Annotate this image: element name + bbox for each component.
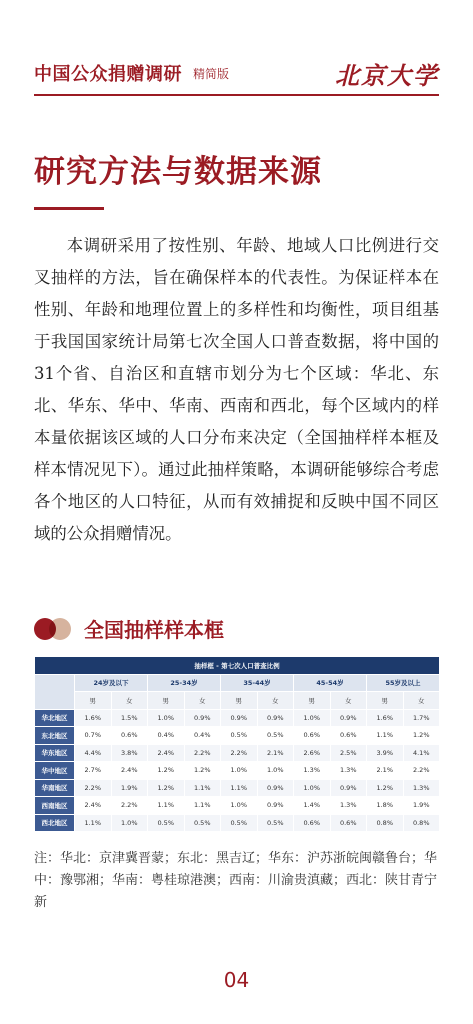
section-dot-icon bbox=[49, 618, 71, 640]
table-cell: 2.1% bbox=[367, 762, 404, 780]
table-cell: 0.5% bbox=[184, 814, 221, 832]
table-cell: 0.7% bbox=[75, 727, 112, 745]
age-group-header: 55岁及以上 bbox=[367, 674, 440, 692]
table-cell: 1.1% bbox=[367, 727, 404, 745]
table-cell: 3.8% bbox=[111, 744, 148, 762]
table-cell: 1.0% bbox=[221, 797, 258, 815]
table-cell: 2.1% bbox=[257, 744, 294, 762]
methodology-paragraph: 本调研采用了按性别、年龄、地域人口比例进行交叉抽样的方法，旨在确保样本的代表性。为保证样本在性别、年龄和地理位置上的多样性和均衡性，项目组基于我国国家统计局第七次全国人口普查数据，将中国的31个省、自治区和直辖市划分为七个区域：华北、东北、华东、华中、华南、西南和西北，每个区域内的样本量依据该区域的人口分布来决定（全国抽样样本框及样本情况见下）。通过此抽样策略，本调研能够综合考虑各个地区的人口特征，从而有效捕捉和反映中国不同区域的公众捐赠情况。 bbox=[34, 236, 439, 543]
gender-header: 男 bbox=[75, 692, 112, 710]
gender-header: 男 bbox=[294, 692, 331, 710]
table-cell: 1.0% bbox=[111, 814, 148, 832]
table-row bbox=[35, 727, 440, 745]
table-cell: 1.3% bbox=[294, 762, 331, 780]
section-heading bbox=[34, 614, 439, 644]
table-cell: 2.2% bbox=[111, 797, 148, 815]
table-cell: 2.2% bbox=[184, 744, 221, 762]
table-cell: 2.6% bbox=[294, 744, 331, 762]
header-divider bbox=[34, 94, 439, 96]
table-cell: 0.5% bbox=[221, 814, 258, 832]
gender-header: 女 bbox=[257, 692, 294, 710]
table-cell: 2.4% bbox=[148, 744, 185, 762]
table-cell: 1.1% bbox=[148, 797, 185, 815]
table-cell: 4.1% bbox=[403, 744, 440, 762]
table-cell: 0.5% bbox=[148, 814, 185, 832]
table-row bbox=[35, 709, 440, 727]
table-cell: 2.4% bbox=[111, 762, 148, 780]
table-row bbox=[35, 814, 440, 832]
table-cell: 2.4% bbox=[75, 797, 112, 815]
table-cell: 2.2% bbox=[75, 779, 112, 797]
university-logo: 北京大学 bbox=[335, 61, 439, 90]
table-cell: 0.9% bbox=[184, 709, 221, 727]
table-cell: 1.0% bbox=[294, 709, 331, 727]
region-label: 西北地区 bbox=[35, 814, 75, 832]
sampling-frame-table bbox=[34, 656, 440, 832]
gender-header: 男 bbox=[221, 692, 258, 710]
gender-header: 女 bbox=[403, 692, 440, 710]
table-cell: 0.9% bbox=[257, 797, 294, 815]
table-cell: 1.0% bbox=[294, 779, 331, 797]
table-cell: 1.1% bbox=[221, 779, 258, 797]
region-label: 西南地区 bbox=[35, 797, 75, 815]
table-cell: 1.2% bbox=[148, 779, 185, 797]
section-title: 全国抽样样本框 bbox=[84, 618, 224, 642]
table-cell: 1.2% bbox=[367, 779, 404, 797]
table-cell: 0.9% bbox=[221, 709, 258, 727]
table-cell: 1.6% bbox=[75, 709, 112, 727]
region-label: 东北地区 bbox=[35, 727, 75, 745]
table-cell: 0.9% bbox=[257, 709, 294, 727]
region-note: 注：华北：京津冀晋蒙；东北：黑吉辽；华东：沪苏浙皖闽赣鲁台；华中：豫鄂湘；华南：粤桂琼港澳；西南：川渝贵滇藏；西北：陕甘青宁新 bbox=[34, 851, 438, 910]
table-cell: 1.3% bbox=[403, 779, 440, 797]
table-cell: 1.4% bbox=[294, 797, 331, 815]
table-cell: 2.5% bbox=[330, 744, 367, 762]
table-cell: 1.1% bbox=[184, 779, 221, 797]
title-underline bbox=[34, 207, 104, 210]
region-label: 华南地区 bbox=[35, 779, 75, 797]
table-cell: 1.0% bbox=[257, 762, 294, 780]
table-cell: 1.1% bbox=[184, 797, 221, 815]
table-cell: 2.2% bbox=[221, 744, 258, 762]
region-label: 华北地区 bbox=[35, 709, 75, 727]
table-cell: 1.2% bbox=[184, 762, 221, 780]
table-cell: 1.2% bbox=[148, 762, 185, 780]
table-cell: 0.4% bbox=[184, 727, 221, 745]
table-cell: 1.7% bbox=[403, 709, 440, 727]
report-title: 中国公众捐赠调研 bbox=[34, 64, 182, 85]
age-group-header: 35-44岁 bbox=[221, 674, 294, 692]
table-row bbox=[35, 744, 440, 762]
page-header bbox=[34, 56, 439, 90]
table-row bbox=[35, 779, 440, 797]
age-group-header: 24岁及以下 bbox=[75, 674, 148, 692]
table-row bbox=[35, 762, 440, 780]
region-label: 华东地区 bbox=[35, 744, 75, 762]
age-group-header: 25-34岁 bbox=[148, 674, 221, 692]
gender-header: 女 bbox=[111, 692, 148, 710]
table-cell: 1.3% bbox=[330, 797, 367, 815]
table-cell: 1.6% bbox=[367, 709, 404, 727]
table-cell: 1.9% bbox=[111, 779, 148, 797]
table-caption: 抽样框 - 第七次人口普查比例 bbox=[35, 657, 440, 675]
table-cell: 1.5% bbox=[111, 709, 148, 727]
gender-header: 男 bbox=[367, 692, 404, 710]
table-cell: 0.6% bbox=[294, 814, 331, 832]
table-cell: 0.9% bbox=[330, 779, 367, 797]
table-cell: 3.9% bbox=[367, 744, 404, 762]
table-cell: 0.5% bbox=[221, 727, 258, 745]
table-cell: 1.1% bbox=[75, 814, 112, 832]
table-cell: 1.3% bbox=[330, 762, 367, 780]
table-cell: 0.5% bbox=[257, 727, 294, 745]
table-corner bbox=[35, 674, 75, 709]
region-label: 华中地区 bbox=[35, 762, 75, 780]
gender-header: 女 bbox=[330, 692, 367, 710]
table-cell: 1.9% bbox=[403, 797, 440, 815]
table-grid bbox=[34, 656, 440, 832]
table-cell: 1.0% bbox=[221, 762, 258, 780]
table-cell: 0.4% bbox=[148, 727, 185, 745]
table-cell: 4.4% bbox=[75, 744, 112, 762]
page-title: 研究方法与数据来源 bbox=[34, 154, 322, 190]
table-cell: 1.8% bbox=[367, 797, 404, 815]
table-cell: 1.0% bbox=[148, 709, 185, 727]
table-cell: 0.9% bbox=[257, 779, 294, 797]
gender-header: 男 bbox=[148, 692, 185, 710]
table-cell: 0.6% bbox=[330, 727, 367, 745]
age-group-header: 45-54岁 bbox=[294, 674, 367, 692]
table-cell: 2.2% bbox=[403, 762, 440, 780]
table-cell: 1.2% bbox=[403, 727, 440, 745]
table-cell: 0.6% bbox=[111, 727, 148, 745]
table-cell: 0.6% bbox=[294, 727, 331, 745]
table-cell: 0.8% bbox=[403, 814, 440, 832]
table-cell: 0.8% bbox=[367, 814, 404, 832]
table-cell: 2.7% bbox=[75, 762, 112, 780]
table-cell: 0.9% bbox=[330, 709, 367, 727]
edition-label: 精简版 bbox=[193, 67, 230, 81]
gender-header: 女 bbox=[184, 692, 221, 710]
page-number: 04 bbox=[223, 968, 250, 992]
table-cell: 0.6% bbox=[330, 814, 367, 832]
table-row bbox=[35, 797, 440, 815]
table-cell: 0.5% bbox=[257, 814, 294, 832]
